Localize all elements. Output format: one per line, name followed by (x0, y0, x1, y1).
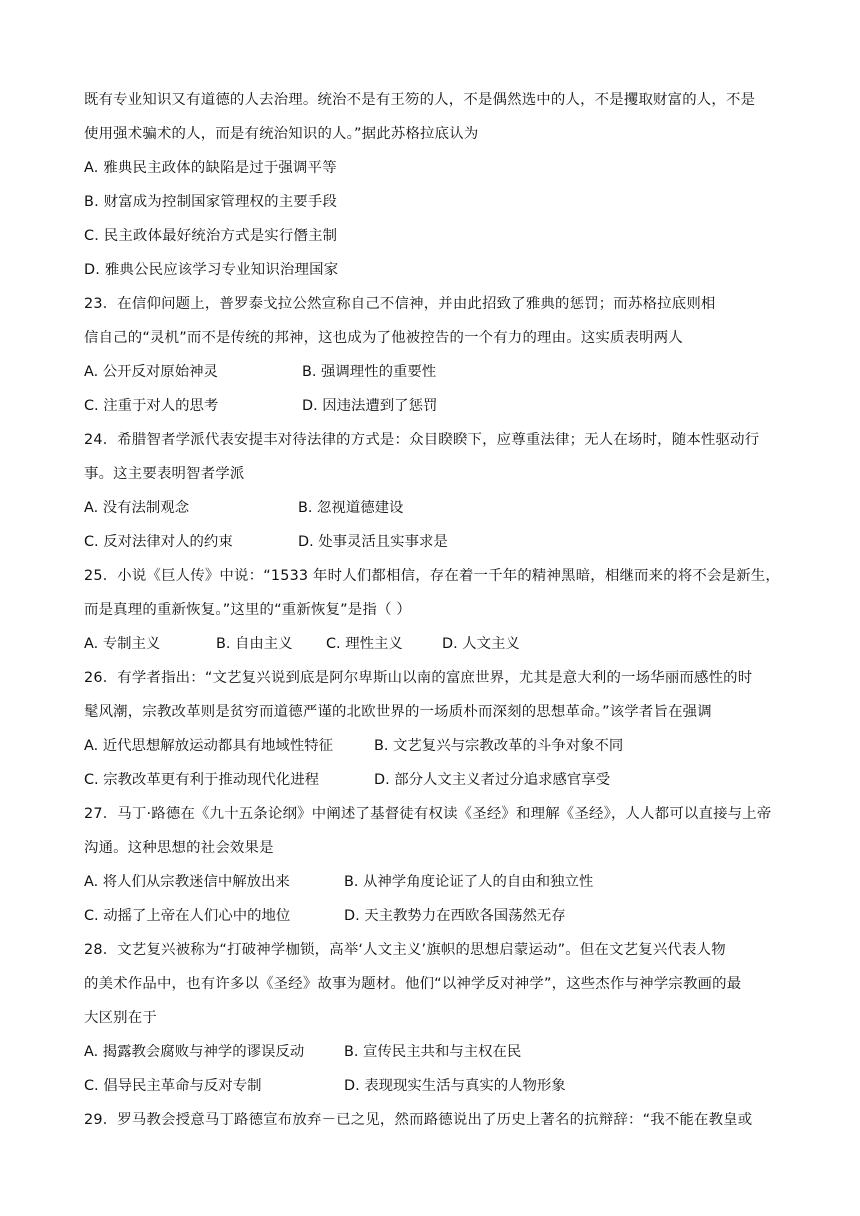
question-24-option-b[interactable]: B. 忽视道德建设 (298, 500, 404, 516)
question-28-options-row-1 (84, 1042, 804, 1062)
question-25-options-row (84, 634, 804, 654)
question-27-option-a[interactable]: A. 将人们从宗教迷信中解放出来 (84, 874, 290, 890)
question-23-option-a[interactable]: A. 公开反对原始神灵 (84, 364, 218, 380)
question-26-option-c[interactable]: C. 宗教改革更有利于推动现代化进程 (84, 772, 320, 788)
question-23-options-row-1 (84, 362, 804, 382)
question-26-option-b[interactable]: B. 文艺复兴与宗教改革的斗争对象不同 (374, 738, 624, 754)
question-27-stem-line-2: 沟通。这种思想的社会效果是 (84, 840, 274, 856)
question-24-options-row-1 (84, 498, 804, 518)
question-27-option-c[interactable]: C. 动摇了上帝在人们心中的地位 (84, 908, 291, 924)
question-26-options-row-2 (84, 770, 804, 790)
question-23-option-b[interactable]: B. 强调理性的重要性 (302, 364, 437, 380)
question-23-stem-line-1: 23．在信仰问题上，普罗泰戈拉公然宣称自己不信神，并由此招致了雅典的惩罚；而苏格拉底则相 (84, 296, 716, 312)
question-24-option-c[interactable]: C. 反对法律对人的约束 (84, 534, 233, 550)
question-27-options-row-1 (84, 872, 804, 892)
question-25-stem-line-1: 25．小说《巨人传》中说：“1533 年时人们都相信，存在着一千年的精神黑暗，相继而来的将不会是新生， (84, 568, 780, 584)
question-26-option-a[interactable]: A. 近代思想解放运动都具有地域性特征 (84, 738, 333, 754)
question-26-stem-line-2: 髦风潮，宗教改革则是贫穷而道德严谨的北欧世界的一场质朴而深刻的思想革命。”该学者旨在强调 (84, 704, 712, 720)
question-25-stem-line-2: 而是真理的重新恢复。”这里的“重新恢复”是指（ ） (84, 602, 411, 618)
question-26-options-row-1 (84, 736, 804, 756)
question-27-stem-line-1: 27．马丁·路德在《九十五条论纲》中阐述了基督徒有权读《圣经》和理解《圣经》，人人都可以直接与上帝 (84, 806, 772, 822)
question-22-option-b[interactable]: B. 财富成为控制国家管理权的主要手段 (84, 194, 338, 210)
question-27-option-b[interactable]: B. 从神学角度论证了人的自由和独立性 (344, 874, 594, 890)
question-25-option-b[interactable]: B. 自由主义 (216, 636, 293, 652)
question-27-options-row-2 (84, 906, 804, 926)
question-28-option-b[interactable]: B. 宣传民主共和与主权在民 (344, 1044, 522, 1060)
question-24-options-row-2 (84, 532, 804, 552)
question-24-stem-line-2: 事。这主要表明智者学派 (84, 466, 245, 482)
question-23-options-row-2 (84, 396, 804, 416)
question-24-option-a[interactable]: A. 没有法制观念 (84, 500, 190, 516)
question-23-option-d[interactable]: D. 因违法遭到了惩罚 (302, 398, 438, 414)
question-26-option-d[interactable]: D. 部分人文主义者过分追求感官享受 (374, 772, 611, 788)
question-28-options-row-2 (84, 1076, 804, 1096)
question-26-stem-line-1: 26．有学者指出：“文艺复兴说到底是阿尔卑斯山以南的富庶世界，尤其是意大利的一场华丽而感性的时 (84, 670, 753, 686)
question-23-stem-line-2: 信自己的“灵机”而不是传统的邦神，这也成为了他被控告的一个有力的理由。这实质表明两人 (84, 330, 683, 346)
question-29-stem-line-1: 29．罗马教会授意马丁路德宣布放弃－已之见，然而路德说出了历史上著名的抗辩辞：“我不能在教皇或 (84, 1112, 753, 1128)
question-28-option-d[interactable]: D. 表现现实生活与真实的人物形象 (344, 1078, 566, 1094)
question-23-option-c[interactable]: C. 注重于对人的思考 (84, 398, 219, 414)
question-22-stem-line-1: 既有专业知识又有道德的人去治理。统治不是有王笏的人，不是偶然选中的人，不是攫取财富的人，不是 (84, 92, 756, 108)
question-25-option-d[interactable]: D. 人文主义 (442, 636, 520, 652)
question-25-option-a[interactable]: A. 专制主义 (84, 636, 161, 652)
question-28-option-c[interactable]: C. 倡导民主革命与反对专制 (84, 1078, 262, 1094)
question-28-stem-line-2: 的美术作品中，也有许多以《圣经》故事为题材。他们“以神学反对神学”，这些杰作与神学宗教画的最 (84, 976, 742, 992)
question-22-option-a[interactable]: A. 雅典民主政体的缺陷是过于强调平等 (84, 160, 337, 176)
question-24-option-d[interactable]: D. 处事灵活且实事求是 (298, 534, 448, 550)
question-28-option-a[interactable]: A. 揭露教会腐败与神学的谬误反动 (84, 1044, 305, 1060)
question-22-option-c[interactable]: C. 民主政体最好统治方式是实行僭主制 (84, 228, 338, 244)
question-22-option-d[interactable]: D. 雅典公民应该学习专业知识治理国家 (84, 262, 339, 278)
question-22-stem-line-2: 使用强术骗术的人，而是有统治知识的人。”据此苏格拉底认为 (84, 126, 479, 142)
question-27-option-d[interactable]: D. 天主教势力在西欧各国荡然无存 (344, 908, 566, 924)
question-28-stem-line-1: 28．文艺复兴被称为“打破神学枷锁，高举‘人文主义’旗帜的思想启蒙运动”。但在文艺复兴代表人物 (84, 942, 726, 958)
question-25-option-c[interactable]: C. 理性主义 (326, 636, 403, 652)
question-28-stem-line-3: 大区别在于 (84, 1010, 157, 1026)
question-24-stem-line-1: 24．希腊智者学派代表安提丰对待法律的方式是：众目睽睽下，应尊重法律；无人在场时，随本性驱动行 (84, 432, 760, 448)
